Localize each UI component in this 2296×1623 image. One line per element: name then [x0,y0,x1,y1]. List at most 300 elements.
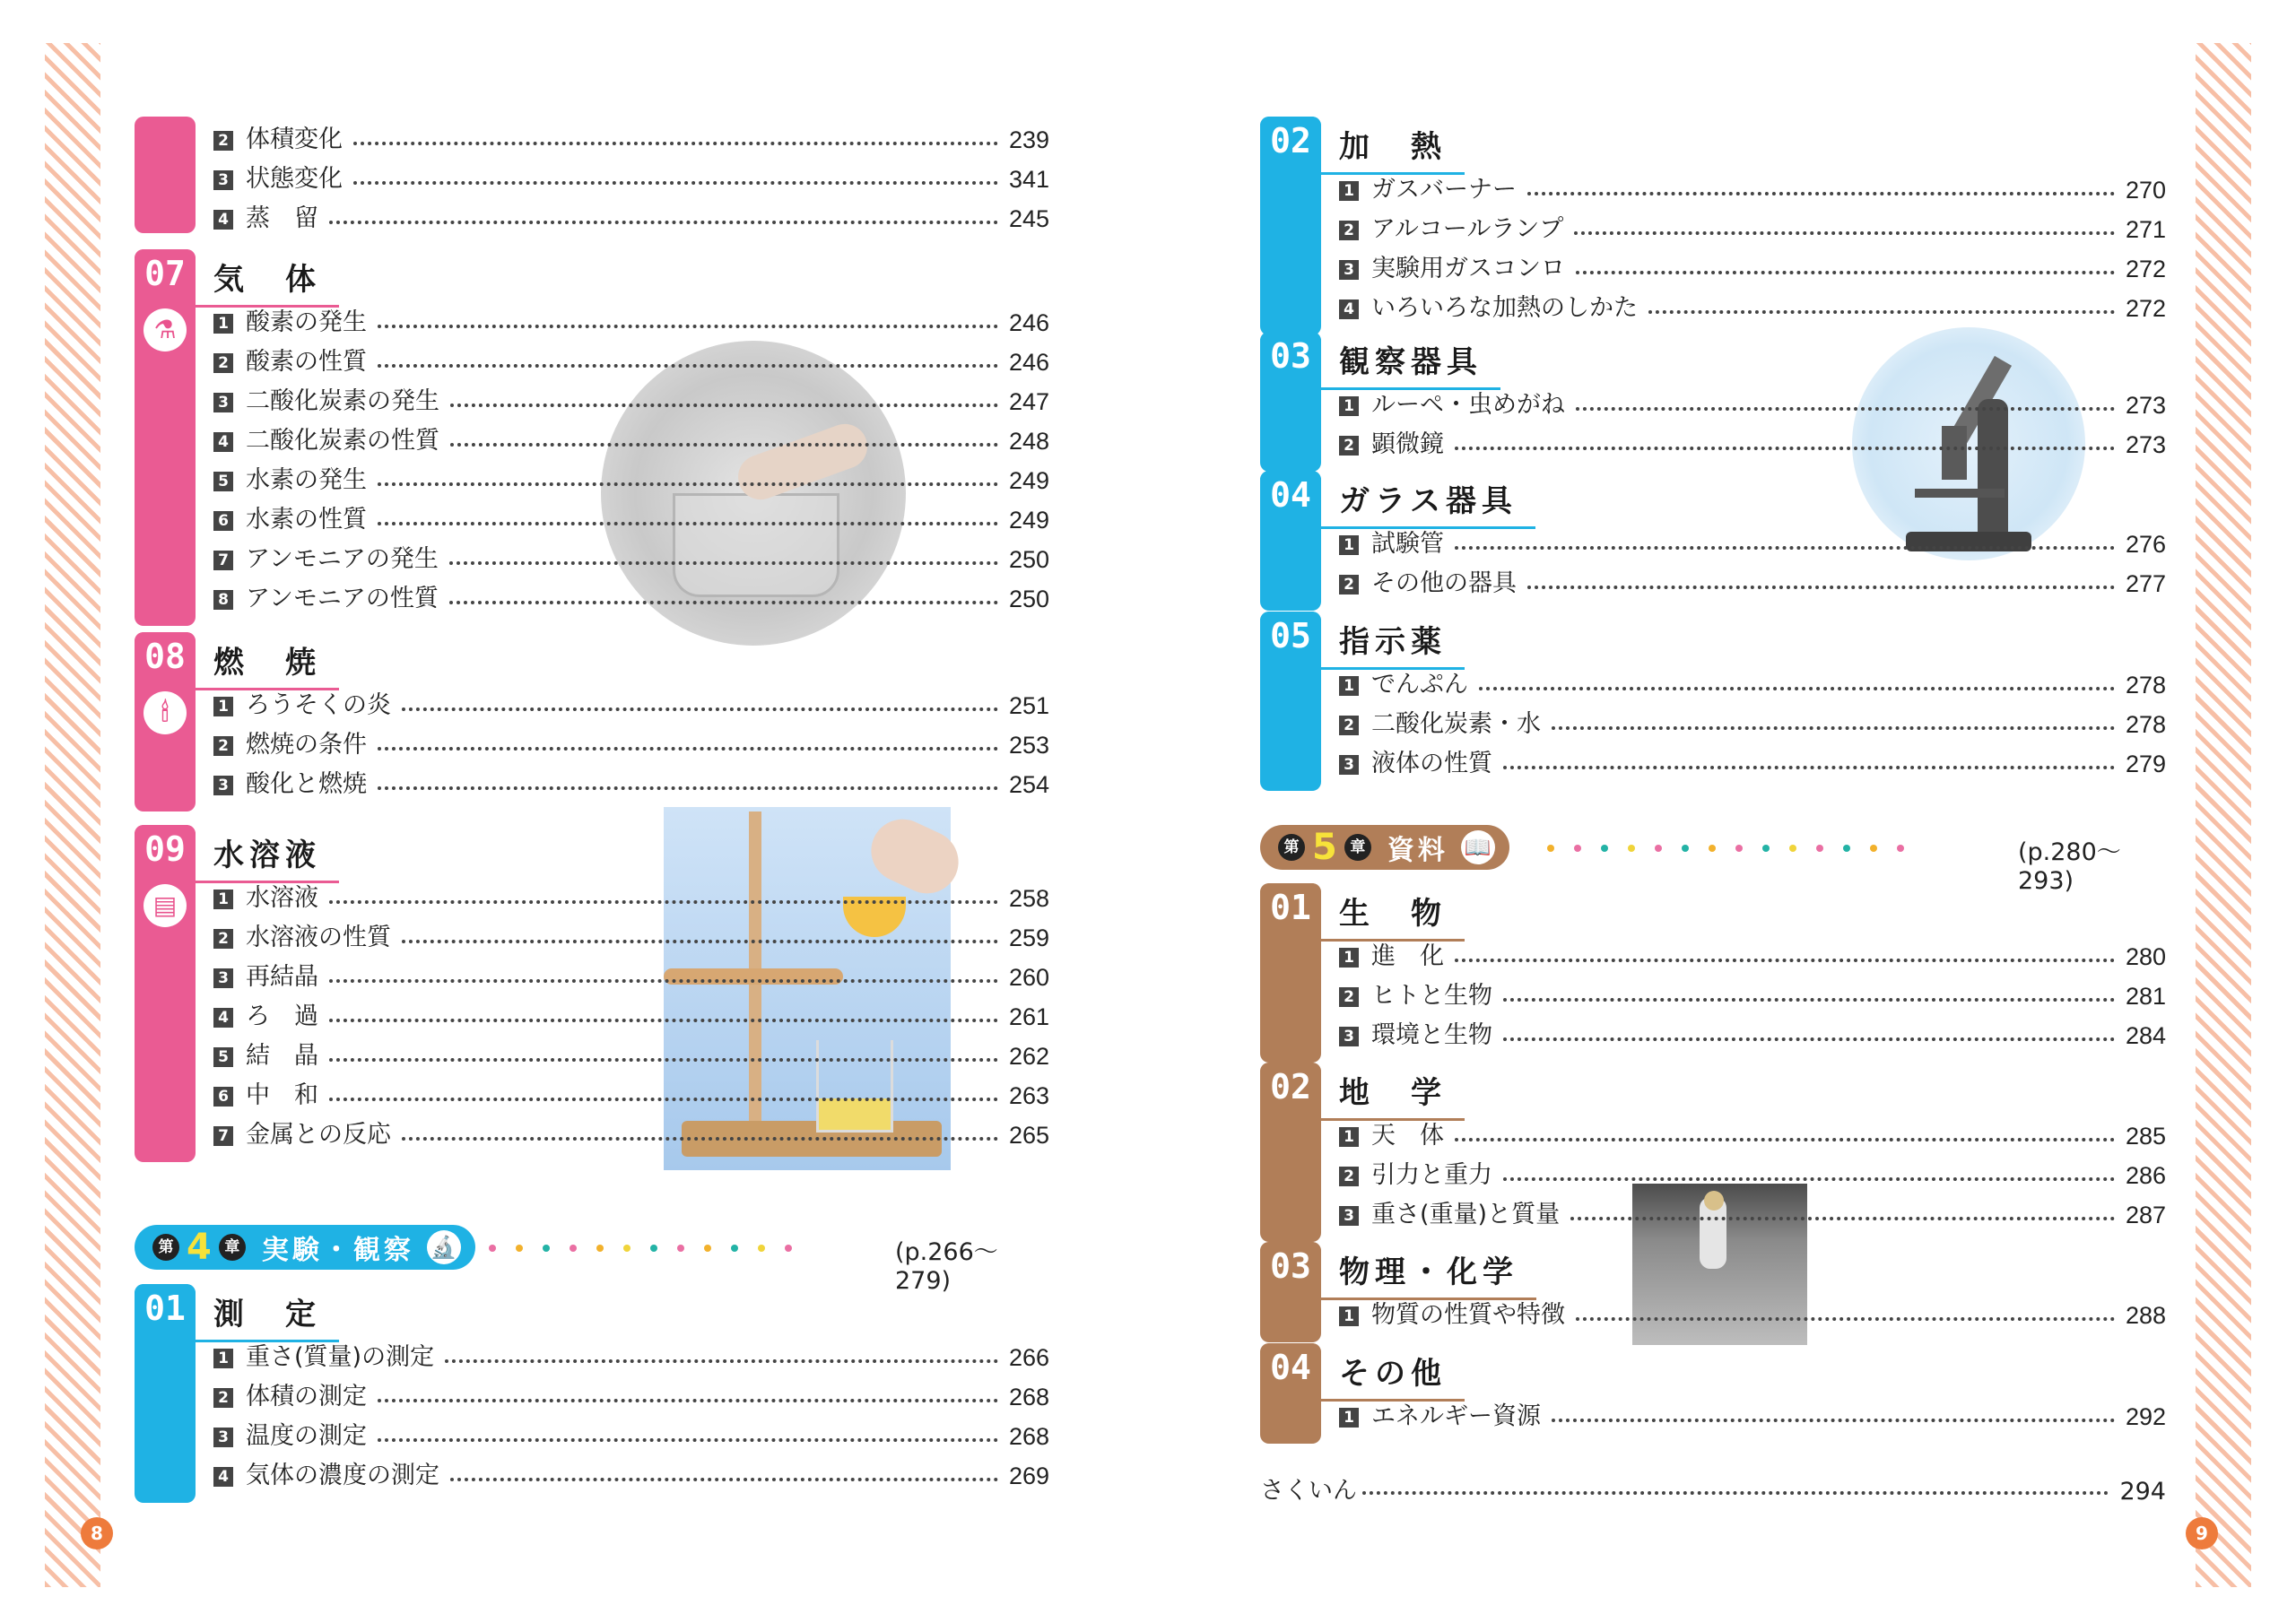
leader-dots [1570,1217,2115,1220]
leader-dots [1503,766,2115,769]
leader-dots [449,561,998,565]
page-number-left: 8 [81,1517,113,1549]
section-title[interactable] [213,830,339,880]
leader-dots [329,221,998,224]
toc-entry[interactable] [1339,285,2166,325]
entry-page: 286 [2125,1162,2166,1189]
item-number-badge: 2 [213,353,233,373]
leader-dots [1574,231,2115,235]
section-number: 03 [1260,332,1321,378]
leader-dots [378,1438,998,1442]
item-number-badge: 2 [1339,987,1359,1007]
leader-dots [1576,1317,2115,1321]
section-number: 09 [135,825,196,872]
item-number-badge: 1 [213,1349,233,1368]
item-number-badge: 6 [213,511,233,531]
item-number-badge: 1 [1339,1127,1359,1147]
toc-entry[interactable] [213,682,1049,722]
section-title[interactable] [1339,1349,1465,1398]
section-title[interactable] [1339,1068,1465,1117]
item-number-badge: 2 [1339,1167,1359,1186]
right-page-column [1260,0,2208,1623]
chapter-4-header[interactable] [135,1225,475,1270]
chapter-5-range: (p.280～293) [2018,838,2121,895]
toc-entry[interactable] [213,1413,1049,1453]
item-number-badge: 4 [213,1008,233,1028]
leader-dots [450,404,998,407]
entry-page: 261 [1008,1003,1049,1030]
toc-entry[interactable] [213,1033,1049,1072]
entry-page: 279 [2125,751,2166,777]
item-number-badge: 5 [213,472,233,491]
toc-entry[interactable] [213,378,1049,418]
entry-label: 二酸化炭素の性質 [246,427,439,455]
entry-label: 蒸 留 [246,204,318,232]
section-03 [1260,332,2166,472]
entry-label: 顕微鏡 [1371,430,1444,458]
leader-dots [329,1098,998,1101]
item-number-badge: 3 [1339,260,1359,280]
microscope-icon: 🔬 [427,1230,461,1264]
entry-label: 進 化 [1371,942,1444,970]
chapter-title: 資料 [1387,835,1448,866]
section-title-text: 生 物 [1339,896,1447,932]
leader-dots [1455,447,2115,450]
leader-dots [449,601,998,604]
entry-label: 水素の発生 [246,466,367,494]
entry-page: 258 [1008,885,1049,912]
leader-dots [1576,271,2115,274]
toc-entry[interactable] [1339,1012,2166,1052]
leader-dots [1648,310,2115,314]
item-number-badge: 2 [1339,575,1359,595]
item-number-badge: 7 [213,1126,233,1146]
chapter-title: 実験・観察 [261,1235,414,1266]
toc-entry[interactable] [213,954,1049,994]
section-title-text: ガラス器具 [1339,483,1518,519]
section-number: 02 [1260,117,1321,163]
leader-dots [353,181,998,185]
item-number-badge: 5 [213,1047,233,1067]
entry-label: 酸素の性質 [246,348,367,376]
toc-entry[interactable] [213,722,1049,761]
entry-label: 物質の性質や特徴 [1371,1301,1565,1329]
section-title[interactable] [213,1289,339,1339]
entry-page: 265 [1008,1122,1049,1149]
entry-page: 268 [1008,1423,1049,1450]
entry-page: 245 [1008,205,1049,232]
leader-dots [1503,998,2115,1002]
chapter-4-range: (p.266～279) [895,1238,998,1295]
entry-label: 実験用ガスコンロ [1371,255,1565,282]
left-page-column [91,0,1049,1623]
section-01 [135,1284,1049,1503]
section-color-bar [135,825,196,1162]
toc-entry[interactable] [1339,662,2166,701]
toc-entry[interactable] [213,497,1049,536]
leader-dots [329,979,998,983]
entry-page: 270 [2125,177,2166,204]
entry-label: 水溶液の性質 [246,924,391,951]
section-number: 01 [135,1284,196,1331]
leader-dots [1552,726,2115,730]
entry-page: 280 [2125,943,2166,970]
item-number-badge: 1 [1339,676,1359,696]
toc-entry[interactable] [1339,973,2166,1012]
section-title-text: その他 [1339,1356,1447,1392]
chapter-post: 章 [219,1234,246,1261]
entry-label: 天 体 [1371,1122,1444,1150]
toc-entry[interactable] [213,915,1049,954]
entry-page: 250 [1008,546,1049,573]
item-number-badge: 7 [213,551,233,570]
leader-dots [329,1058,998,1062]
toc-entry[interactable] [1339,933,2166,973]
section-title-text: 指示薬 [1339,624,1447,660]
leader-dots [378,325,998,328]
leader-dots [402,707,998,711]
item-number-badge: 2 [1339,716,1359,735]
entry-page: 288 [2125,1302,2166,1329]
section-title[interactable] [1339,617,1465,666]
toc-entry[interactable] [1339,521,2166,560]
section-number: 04 [1260,471,1321,517]
entry-label: 重さ(重量)と質量 [1371,1201,1561,1228]
toc-entry[interactable] [213,156,1049,195]
item-number-badge: 3 [1339,1206,1359,1226]
toc-entry[interactable] [213,457,1049,497]
toc-entry[interactable] [213,536,1049,576]
entry-page: 281 [2125,983,2166,1010]
leader-dots [378,364,998,368]
item-number-badge: 3 [213,1428,233,1447]
section-number: 01 [1260,883,1321,930]
flask-icon: ⚗ [144,308,187,352]
leader-dots [1552,1419,2115,1422]
entry-page: 268 [1008,1384,1049,1410]
leader-dots [378,1399,998,1402]
section-title-text: 測 定 [213,1297,321,1332]
entry-label: 二酸化炭素の発生 [246,387,439,415]
chapter-post: 章 [1344,834,1371,861]
leader-dots [450,1478,998,1481]
item-number-badge: 2 [1339,221,1359,240]
index-page: 294 [2119,1478,2166,1506]
item-number-badge: 3 [1339,1027,1359,1046]
section-title[interactable] [213,638,339,687]
section-color-bar [135,249,196,626]
entry-label: ガスバーナー [1371,176,1517,204]
chapter-number: 4 [187,1227,212,1268]
chapter-5-dots [1547,845,1904,852]
item-number-badge: 4 [213,210,233,230]
item-number-badge: 1 [1339,1306,1359,1326]
book-icon: 📖 [1461,830,1495,864]
leader-dots [378,522,998,525]
entry-page: 278 [2125,672,2166,699]
item-number-badge: 1 [1339,1408,1359,1428]
entry-page: 254 [1008,771,1049,798]
section-title[interactable] [1339,1247,1536,1297]
section-color-bar [135,117,196,233]
entry-label: 酸化と燃焼 [246,770,367,798]
toc-entry[interactable] [1339,1192,2166,1231]
entry-label: でんぷん [1371,671,1468,699]
entry-label: 金属との反応 [246,1121,391,1149]
entry-page: 249 [1008,467,1049,494]
item-number-badge: 1 [1339,181,1359,201]
toc-entry[interactable] [1339,1113,2166,1152]
entry-label: アンモニアの性質 [246,585,439,612]
entry-label: 燃焼の条件 [246,731,367,759]
index-label: さくいん [1260,1477,1357,1505]
entry-label: 試験管 [1371,530,1444,558]
toc-entry[interactable] [213,418,1049,457]
entry-page: 285 [2125,1123,2166,1150]
beaker-icon: ▤ [144,884,187,927]
entry-page: 259 [1008,924,1049,951]
item-number-badge: 3 [213,393,233,412]
item-number-badge: 3 [213,170,233,190]
toc-entry[interactable] [1339,560,2166,600]
item-number-badge: 6 [213,1087,233,1107]
leader-dots [329,1019,998,1022]
toc-entry[interactable] [213,994,1049,1033]
right-page-stripe [2196,43,2251,1587]
section-number: 04 [1260,1343,1321,1390]
entry-page: 260 [1008,964,1049,991]
toc-entry[interactable] [213,1334,1049,1374]
entry-label: 酸素の発生 [246,308,367,336]
entry-page: 246 [1008,309,1049,336]
toc-entry[interactable] [1339,167,2166,206]
section-title-text: 気 体 [213,262,321,298]
section-number: 07 [135,249,196,296]
section-number: 02 [1260,1063,1321,1109]
entry-label: 中 和 [246,1081,318,1109]
entry-page: 239 [1008,126,1049,153]
toc-entry[interactable] [1339,382,2166,421]
chapter-4-dots [489,1245,792,1252]
toc-entry[interactable] [1339,1393,2166,1433]
leader-dots [353,142,998,145]
entry-page: 273 [2125,392,2166,419]
toc-entry[interactable] [1339,206,2166,246]
section-title-text: 観察器具 [1339,344,1483,380]
entry-page: 253 [1008,732,1049,759]
entry-page: 246 [1008,349,1049,376]
section-08 [135,632,1049,812]
item-number-badge: 8 [213,590,233,610]
entry-label: 二酸化炭素・水 [1371,710,1541,738]
entry-page: 251 [1008,692,1049,719]
entry-label: 環境と生物 [1371,1021,1492,1049]
page-number-right: 9 [2186,1517,2218,1549]
toc-entry[interactable] [1339,1152,2166,1192]
entry-page: 271 [2125,216,2166,243]
entry-page: 272 [2125,295,2166,322]
leader-dots [329,900,998,904]
toc-entry[interactable] [213,117,1049,156]
section-02 [1260,117,2166,335]
chapter-5-header[interactable] [1260,825,1509,870]
item-number-badge: 4 [1339,299,1359,319]
entry-label: 体積変化 [246,126,343,153]
entry-label: 気体の濃度の測定 [246,1462,439,1489]
entry-page: 341 [1008,166,1049,193]
toc-entry[interactable] [213,195,1049,235]
section-02 [1260,1063,2166,1242]
section-01 [1260,883,2166,1063]
leader-dots [378,786,998,790]
entry-label: 重さ(質量)の測定 [246,1343,435,1371]
item-number-badge: 1 [1339,396,1359,416]
chapter-number: 5 [1312,827,1337,868]
toc-entry[interactable] [1339,421,2166,461]
entry-label: 状態変化 [246,165,343,193]
entry-label: アルコールランプ [1371,215,1564,243]
section-number: 08 [135,632,196,679]
section-title-text: 水溶液 [213,838,321,873]
entry-label: 引力と重力 [1371,1161,1492,1189]
toc-entry[interactable] [213,1112,1049,1151]
entry-label: いろいろな加熱のしかた [1371,294,1638,322]
leader-dots [1455,546,2115,550]
entry-page: 248 [1008,428,1049,455]
entry-page: 250 [1008,586,1049,612]
item-number-badge: 3 [1339,755,1359,775]
leader-dots [1527,586,2115,589]
section-title[interactable] [1339,889,1465,938]
item-number-badge: 4 [213,432,233,452]
toc-entry[interactable] [213,1374,1049,1413]
entry-label: 体積の測定 [246,1383,367,1410]
index-entry[interactable] [1260,1466,2166,1506]
item-number-badge: 2 [213,1388,233,1408]
entry-label: 水溶液 [246,884,318,912]
item-number-badge: 1 [1339,535,1359,555]
section-title[interactable] [1339,122,1465,171]
leader-dots [402,1137,998,1141]
section-title-text: 燃 焼 [213,645,321,681]
leader-dots [1503,1177,2115,1181]
toc-entry[interactable] [213,576,1049,615]
section-title[interactable] [1339,337,1500,386]
item-number-badge: 2 [1339,436,1359,456]
leader-dots [1455,959,2115,962]
section-04 [1260,1343,2166,1444]
entry-page: 287 [2125,1202,2166,1228]
item-number-badge: 1 [1339,948,1359,968]
section-number: 05 [1260,612,1321,658]
entry-page: 263 [1008,1082,1049,1109]
entry-label: 結 晶 [246,1042,318,1070]
leader-dots [445,1359,998,1363]
entry-label: ヒトと生物 [1371,982,1492,1010]
leader-dots [378,482,998,486]
entry-label: ルーペ・虫めがね [1371,391,1565,419]
entry-label: 水素の性質 [246,506,367,534]
section-number: 03 [1260,1242,1321,1289]
entry-label: アンモニアの発生 [246,545,439,573]
entry-page: 272 [2125,256,2166,282]
section-05 [1260,612,2166,791]
entry-page: 262 [1008,1043,1049,1070]
item-number-badge: 2 [213,131,233,151]
item-number-badge: 2 [213,929,233,949]
continuation-section [135,117,1049,235]
item-number-badge: 3 [213,776,233,795]
toc-entry[interactable] [213,761,1049,801]
entry-page: 292 [2125,1403,2166,1430]
entry-page: 277 [2125,570,2166,597]
candle-icon: 🕯 [144,691,187,734]
toc-entry[interactable] [213,875,1049,915]
leader-dots [450,443,998,447]
leader-dots [378,747,998,751]
chapter-pre: 第 [1278,834,1305,861]
section-title-text: 地 学 [1339,1075,1447,1111]
item-number-badge: 1 [213,697,233,716]
entry-label: ろうそくの炎 [246,691,391,719]
leader-dots [1362,1491,2109,1495]
toc-entry[interactable] [213,299,1049,339]
item-number-badge: 4 [213,1467,233,1487]
section-title-text: 加 熱 [1339,129,1447,165]
left-page-stripe [45,43,100,1587]
item-number-badge: 1 [213,314,233,334]
toc-entry[interactable] [213,1072,1049,1112]
entry-label: ろ 過 [246,1002,318,1030]
section-03 [1260,1242,2166,1342]
entry-label: 再結晶 [246,963,318,991]
item-number-badge: 3 [213,968,233,988]
toc-entry[interactable] [1339,1292,2166,1332]
leader-dots [1455,1138,2115,1141]
section-04 [1260,471,2166,611]
chapter-pre: 第 [152,1234,179,1261]
toc-entry[interactable] [1339,741,2166,780]
leader-dots [1503,1037,2115,1041]
section-title[interactable] [1339,476,1535,525]
entry-page: 247 [1008,388,1049,415]
entry-page: 284 [2125,1022,2166,1049]
entry-page: 269 [1008,1462,1049,1489]
toc-entry[interactable] [213,1453,1049,1492]
section-09 [135,825,1049,1162]
entry-page: 278 [2125,711,2166,738]
item-number-badge: 1 [213,890,233,909]
leader-dots [1527,192,2115,195]
entry-label: 温度の測定 [246,1422,367,1450]
entry-label: その他の器具 [1371,569,1517,597]
leader-dots [1479,687,2115,690]
section-07 [135,249,1049,626]
entry-page: 266 [1008,1344,1049,1371]
toc-entry[interactable] [213,339,1049,378]
section-title-text: 物理・化学 [1339,1254,1518,1290]
entry-label: エネルギー資源 [1371,1402,1541,1430]
entry-label: 液体の性質 [1371,750,1492,777]
section-title[interactable] [213,255,339,304]
entry-page: 273 [2125,431,2166,458]
item-number-badge: 2 [213,736,233,756]
leader-dots [402,940,998,943]
entry-page: 249 [1008,507,1049,534]
leader-dots [1576,407,2115,411]
toc-entry[interactable] [1339,246,2166,285]
toc-entry[interactable] [1339,701,2166,741]
